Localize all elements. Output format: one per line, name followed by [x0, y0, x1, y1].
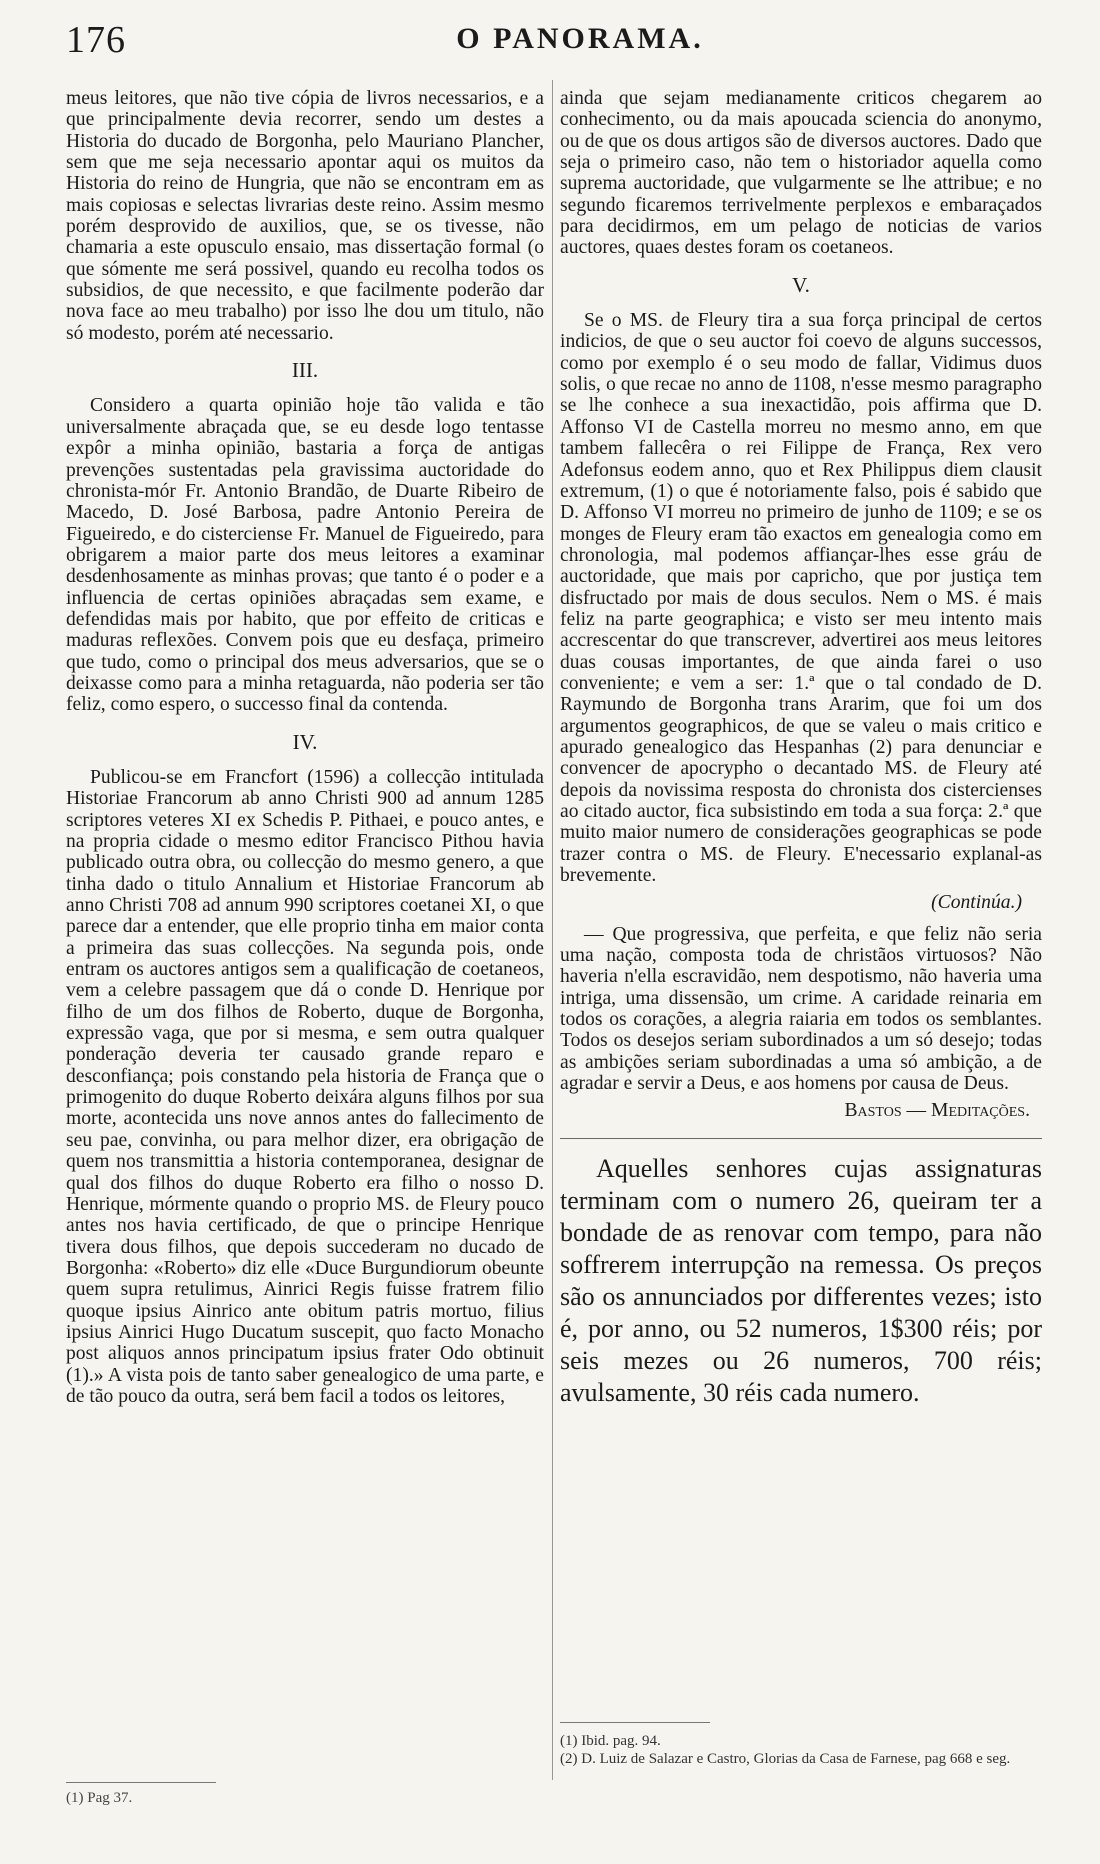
separator-rule [560, 1138, 1042, 1139]
section-heading: IV. [292, 729, 318, 754]
left-column [66, 88, 544, 1778]
right-column [560, 88, 1042, 1728]
quote-attribution: Bastos — Meditações. [844, 1100, 1030, 1122]
footnotes-right [560, 1732, 1042, 1768]
notice-text: Aquelles senhores cujas assignaturas terminam com o numero 26, queiram ter a bondade de as renovar com tempo, para não soffrerem interrupção na remessa. Os preços são os annunciados por differentes vezes; isto é, por anno, ou 52 numeros, 1$300 réis; por seis mezes ou 26 numeros, 700 réis; avulsamente, 30 réis cada numero. [560, 1153, 1042, 1407]
paragraph: meus leitores, que não tive cópia de livros necessarios, e a que principalmente devia recorrer, sendo um destes a Historia do ducado de Borgonha, pelo Mauriano Plancher, sem que me seja necessario apontar aqui os muitos da Historia do reino de Hungria, que não se encontram em as mais copiosas e selectas livrarias deste reino. Assim mesmo porém desprovido de auxilios, que, se os tivesse, não chamaria a este opusculo ensaio, mas dissertação formal (o que sómente me será possivel, quando eu recolha todos os subsidios, de que necessito, e que facilmente poderão dar nova face ao meu trabalho) por isso lhe dou um titulo, não só modesto, porém até necessario. [66, 88, 544, 344]
page-number: 176 [66, 19, 126, 61]
publication-title: O PANORAMA. [456, 22, 704, 55]
subscription-notice [560, 1153, 1042, 1409]
section-heading: III. [291, 358, 319, 383]
quote-paragraph: — Que progressiva, que perfeita, e que feliz não seria uma nação, composta toda de christãos virtuosos? Não haveria n'ella escravidão, nem despotismo, não haveria uma intriga, uma dissensão, um crime. A caridade reinaria em todos os corações, a alegria raiaria em todos os semblantes. Todos os desejos seriam subordinados a um só desejo; todas as ambições seriam subordinadas a uma só ambição, a de agradar e servir a Deus, e aos homens por causa de Deus. [560, 923, 1042, 1095]
footnote-rule [66, 1782, 216, 1783]
footnote-rule [560, 1722, 710, 1723]
footnote: (1) Pag 37. [66, 1790, 133, 1806]
paragraph: Se o MS. de Fleury tira a sua força principal de certos indicios, de que o seu auctor foi coevo de alguns successos, como por exemplo é o seu modo de fallar, Vidimus duos solis, o que recae no anno de 1108, n'esse mesmo paragrapho se lhe conhece a sua inexactidão, pois affirma que D. Affonso VI de Castella morreu no mesmo anno, em que tambem fallecêra o rei Filippe de França, Rex vero Adefonsus eodem anno, quo et Rex Philippus diem clausit extremum, (1) o que é notoriamente falso, pois é sabido que D. Affonso VI morreu no primeiro de junho de 1109; e se os monges de Fleury eram tão exactos em genealogia como em chronologia, mal podemos affiançar-lhes esse gráu de auctoridade, que mais por capricho, que por justiça tem disfructado por mais de dous seculos. Nem o MS. é mais feliz na parte geographica; e visto ser meu intento mais accrescentar do que transcrever, advertirei aos meus leitores duas cousas importantes, de que ainda farei o uso conveniente; e vem a ser: 1.ª que o tal condado de D. Raymundo de Borgonha trans Ararim, que foi um dos argumentos geographicos, de que se valeu o mais critico e apurado genealogico das Hespanhas (2) para denunciar e convencer de apocrypho o decantado MS. de Fleury até depois da novissima resposta do chronista dos cistercienses ao citado auctor, fica subsistindo em toda a sua força: 2.ª que muito maior numero de considerações geographicas se pode trazer contra o MS. de Fleury. E'necessario explanal-as brevemente. [560, 310, 1042, 887]
footnote: (2) D. Luiz de Salazar e Castro, Glorias da Casa de Farnese, pag 668 e seg. [560, 1751, 1011, 1767]
column-divider [552, 80, 553, 1780]
footnote: (1) Ibid. pag. 94. [560, 1733, 661, 1749]
page-header [0, 0, 1100, 70]
section-heading: V. [792, 272, 810, 297]
paragraph: ainda que sejam medianamente criticos chegarem ao conhecimento, ou da mais apoucada sciencia do anonymo, ou de que os dous artigos são de diversos auctores. Dado que seja o primeiro caso, não tem o historiador aquella como suprema auctoridade, que vulgarmente se lhe attribue; e no segundo ficaremos terrivelmente perplexos e embaraçados para decidirmos, em um pelago de noticias de varios auctores, quaes destes foram os coetaneos. [560, 88, 1042, 259]
paragraph: Publicou-se em Francfort (1596) a collecção intitulada Historiae Francorum ab anno Christi 900 ad annum 1285 scriptores veteres XI ex Schedis P. Pithaei, e pouco antes, e na propria cidade o mesmo editor Francisco Pithou havia publicado outra obra, ou collecção do mesmo genero, a que tinha dado o titulo Annalium et Historiae Francorum ab anno Christi 708 ad annum 990 scriptores coetanei XI, o que parece dar a entender, que elle proprio tinha em maior conta a primeira das suas collecções. Na segunda pois, onde entram os auctores antigos sem a qualificação de coetaneos, vem a celebre passagem que dá o conde D. Henrique por filho de um dos filhos de Roberto, duque de Borgonha, expressão vaga, que por si mesma, e sem outra qualquer ponderação deveria ter causado grande reparo e desconfiança; pois constando pela historia de França que o primogenito do duque Roberto deixára alguns filhos por sua morte, acontecida uns nove annos antes do fallecimento de seu pae, convinha, ou para melhor dizer, era obrigação de quem nos transmittia a historia contemporanea, designar de qual dos filhos do duque Roberto era filho o nosso D. Henrique, mórmente quando o proprio MS. de Fleury pouco antes nos havia certificado, de que o principe Henrique tivera dous filhos, que depois succederam no ducado de Borgonha: «Roberto» diz elle «Duce Burgundiorum obeunte quem supra retulimus, Ainrici Regis fuisse fratrem filio quoque ipsius Ainrico ante obitum patris mortuo, filius ipsius Ainrici Hugo Ducatum suscepit, quo facto Monacho post aliquos annos principatum ipsius frater Odo obtinuit (1).» A vista pois de tanto saber genealogico de uma parte, e de tão pouco da outra, será bem facil a todos os leitores, [66, 766, 544, 1407]
continua-note: (Continúa.) [931, 892, 1022, 914]
paragraph: Considero a quarta opinião hoje tão valida e tão universalmente abraçada que, se eu desde logo tentasse expôr a minha opinião, bastaria a força de antigas prevenções sustentadas pela gravissima auctoridade do chronista-mór Fr. Antonio Brandão, de Duarte Ribeiro de Macedo, D. José Barbosa, padre Antonio Pereira de Figueiredo, e do cisterciense Fr. Manuel de Figueiredo, para obrigarem a maior parte dos meus leitores a examinar desdenhosamente as minhas provas; que tanto é o poder e a influencia de certas opiniões abraçadas sem exame, e defendidas mais por habito, que por effeito de criticas e maduras reflexões. Convem pois que eu desfaça, primeiro que tudo, como o principal dos meus adversarios, que se o deixasse como para a minha retaguarda, não poderia ser tão feliz, como espero, o successo final da contenda. [66, 395, 544, 716]
